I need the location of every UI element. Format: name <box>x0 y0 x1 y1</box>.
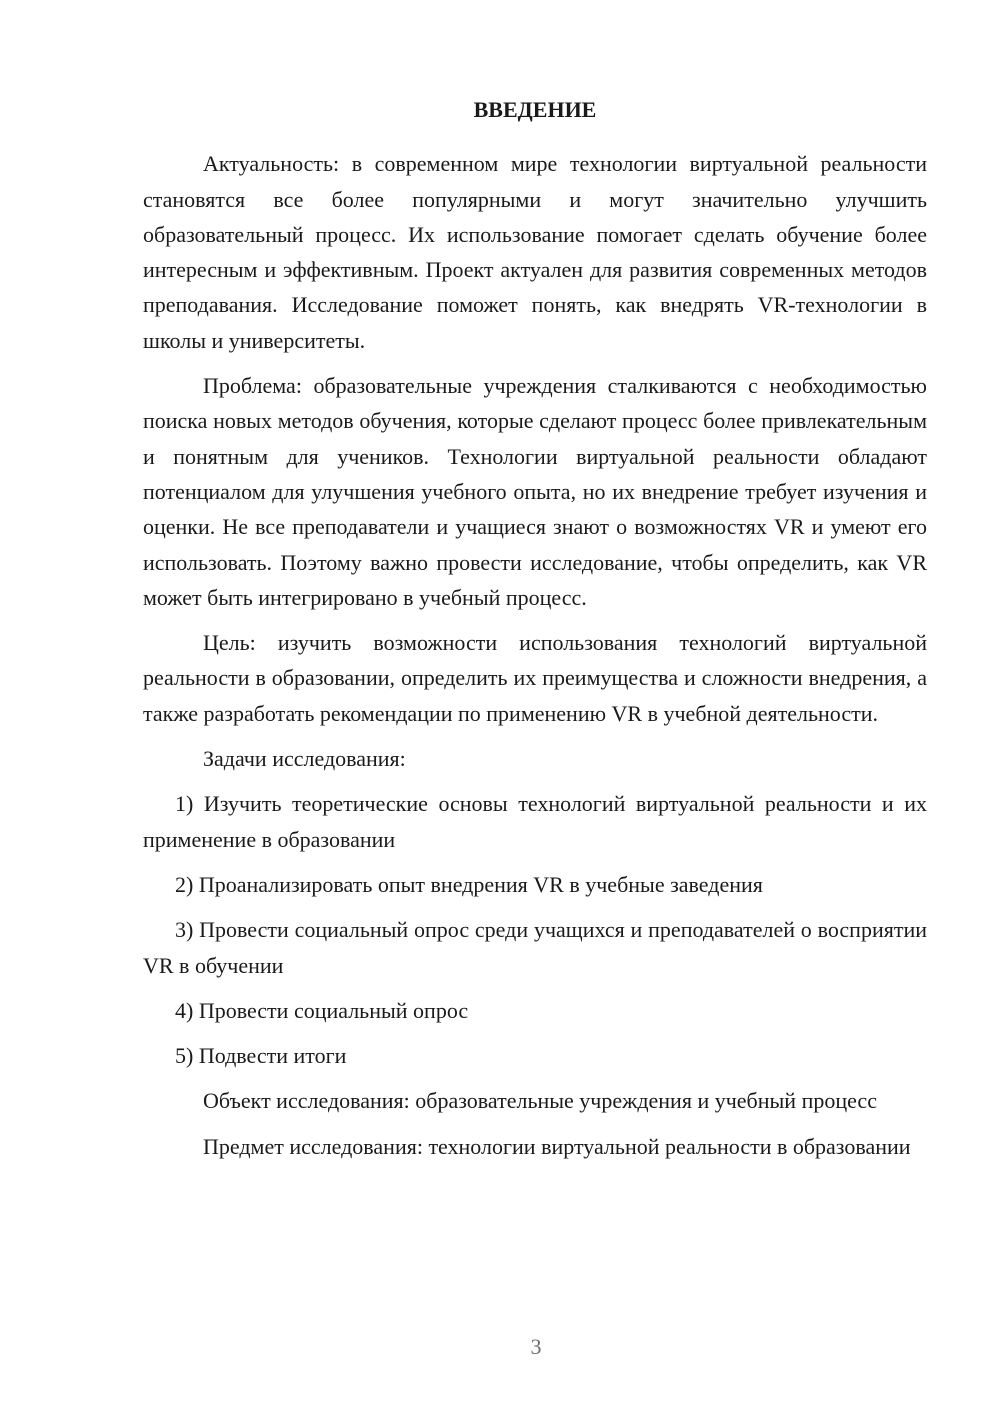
object-paragraph: Объект исследования: образовательные учреждения и учебный процесс <box>203 1088 877 1114</box>
goal-paragraph: Цель: изучить возможности использования технологий виртуальной реальности в образовании, определить их преимущества и сложности внедрения, а также разработать рекомендации по применению VR в учебной деятельности. <box>143 630 927 726</box>
task-item: 5) Подвести итоги <box>175 1043 347 1069</box>
page-number: 3 <box>530 1334 542 1359</box>
document-page <box>143 92 927 1174</box>
subject-paragraph: Предмет исследования: технологии виртуальной реальности в образовании <box>203 1133 911 1159</box>
problem-paragraph: Проблема: образовательные учреждения сталкиваются с необходимостью поиска новых методов обучения, которые сделают процесс более привлекательным и понятным для учеников. Технологии виртуальной реальности обладают потенциалом для улучшения учебного опыта, но их внедрение требует изучения и оценки. Не все преподаватели и учащиеся знают о возможностях VR и умеют его использовать. Поэтому важно провести исследование, чтобы определить, как VR может быть интегрировано в учебный процесс. <box>143 373 927 610</box>
task-item: 4) Провести социальный опрос <box>175 997 469 1023</box>
task-item: 2) Проанализировать опыт внедрения VR в учебные заведения <box>175 871 763 897</box>
relevance-paragraph: Актуальность: в современном мире технологии виртуальной реальности становятся все более популярными и могут значительно улучшить образовательный процесс. Их использование помогает сделать обучение более интересным и эффективным. Проект актуален для развития современных методов преподавания. Исследование поможет понять, как внедрять VR-технологии в школы и университеты. <box>143 151 927 353</box>
section-heading: ВВЕДЕНИЕ <box>473 97 597 122</box>
task-item: 1) Изучить теоретические основы технологий виртуальной реальности и их применение в образовании <box>143 791 927 852</box>
tasks-title: Задачи исследования: <box>203 746 406 772</box>
task-item: 3) Провести социальный опрос среди учащихся и преподавателей о восприятии VR в обучении <box>143 917 927 978</box>
